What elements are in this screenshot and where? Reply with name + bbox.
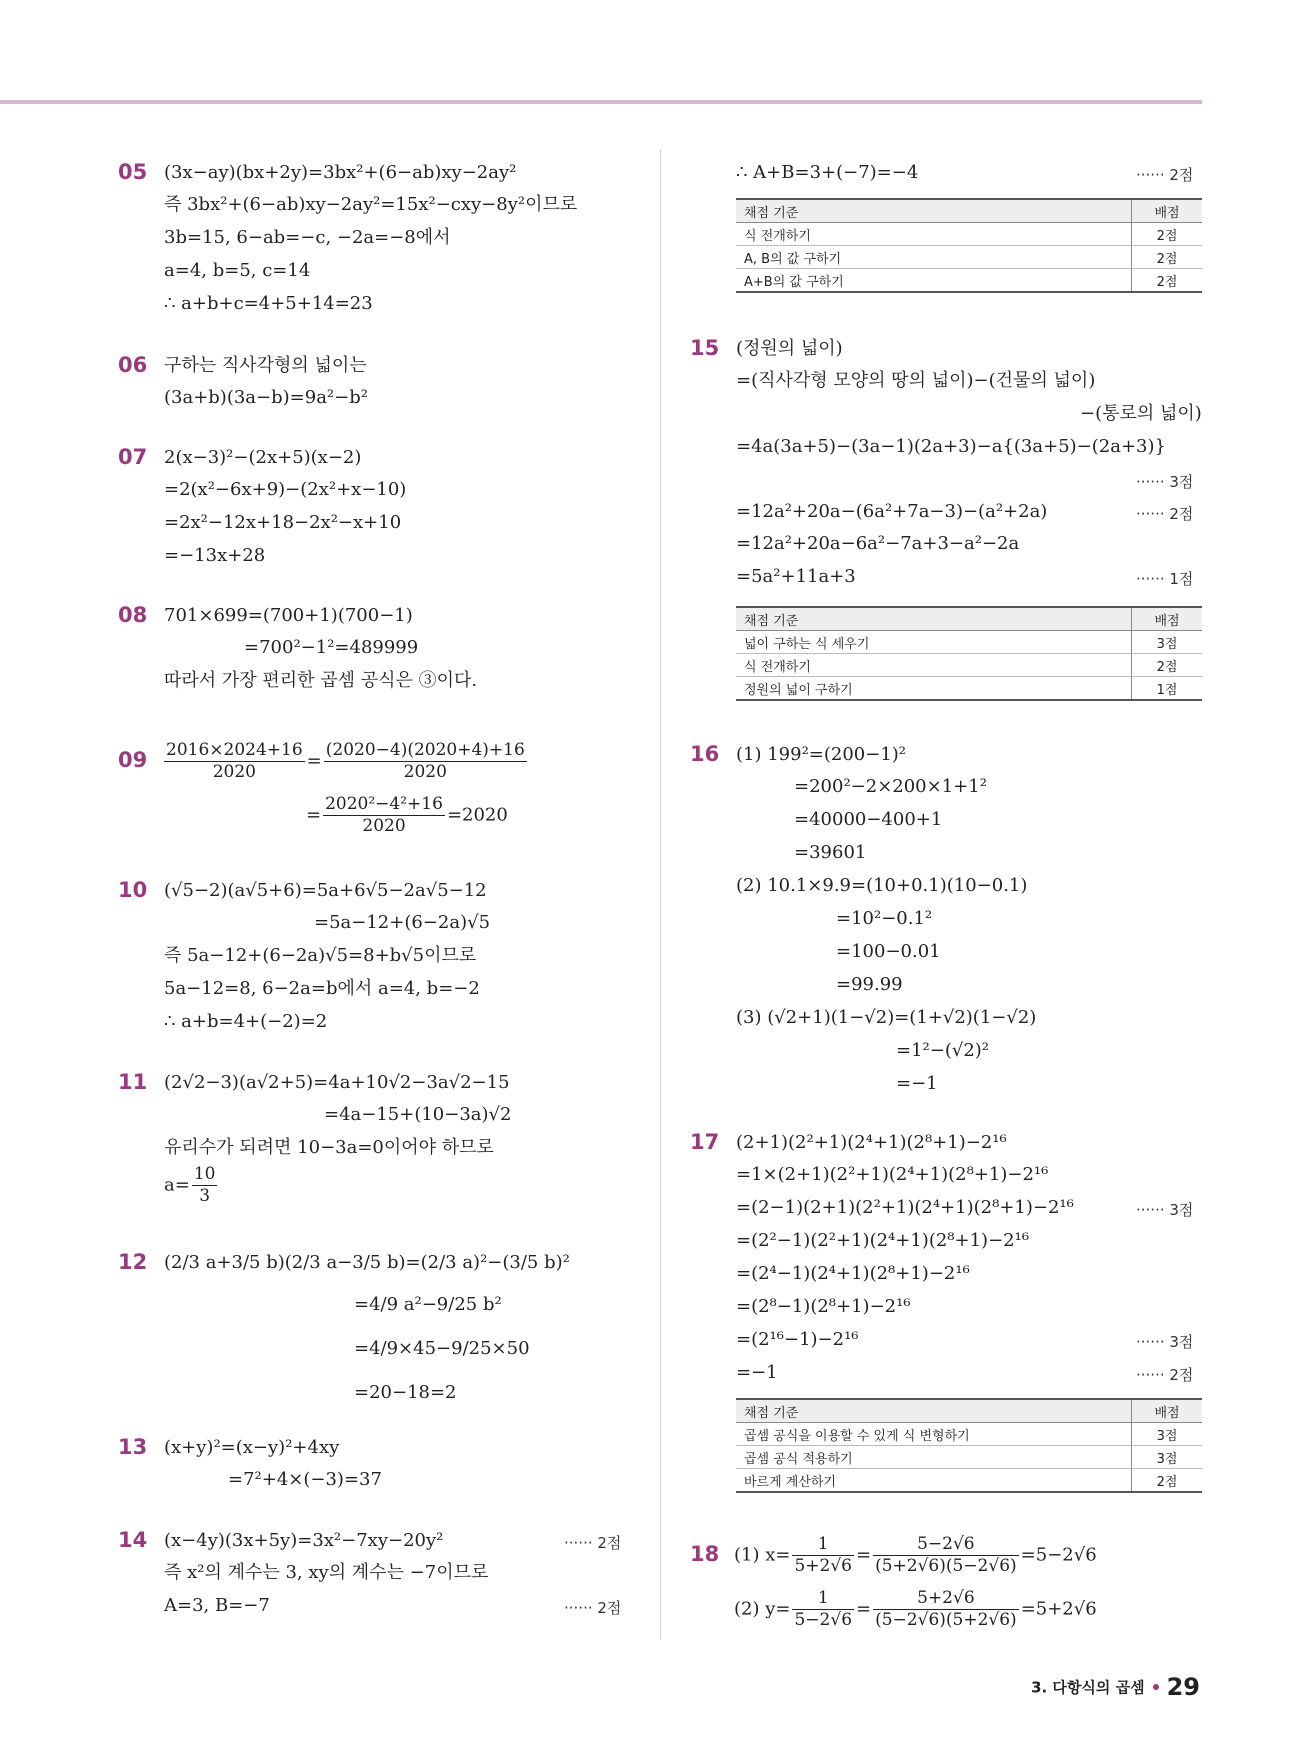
table-row: 곱셈 공식 적용하기 3점: [736, 1446, 1202, 1469]
solution-line: =7²+4×(−3)=37: [228, 1469, 382, 1490]
table-row: 곱셈 공식을 이용할 수 있게 식 변형하기 3점: [736, 1423, 1202, 1446]
problem-number: 10: [118, 878, 148, 902]
problem-number: 11: [118, 1070, 148, 1094]
solution-line: =39601: [794, 842, 867, 863]
solution-line: =4/9 a²−9/25 b²: [354, 1294, 502, 1315]
solution-line: =−1: [896, 1073, 938, 1094]
solution-line: =20−18=2: [354, 1382, 457, 1403]
solution-line: =100−0.01: [836, 941, 941, 962]
solution-line: =(2²−1)(2²+1)(2⁴+1)(2⁸+1)−2¹⁶: [736, 1230, 1030, 1251]
solution-line: =40000−400+1: [794, 809, 943, 830]
points-mark: ······ 3점: [1136, 1201, 1194, 1219]
solution-line: =4/9×45−9/25×50: [354, 1338, 530, 1359]
solution-line: =2(x²−6x+9)−(2x²+x−10): [164, 479, 407, 500]
points-mark: ······ 3점: [1136, 473, 1194, 491]
problem-number: 16: [690, 742, 720, 766]
solution-line: (x+y)²=(x−y)²+4xy: [164, 1437, 340, 1458]
table-header: 배점: [1132, 199, 1203, 223]
solution-line: −(통로의 넓이): [1080, 403, 1202, 424]
scoring-table: [736, 606, 1202, 701]
table-header: 배점: [1132, 607, 1203, 631]
page-number: 29: [1166, 1673, 1200, 1701]
problem-number: 15: [690, 336, 720, 360]
table-row: A, B의 값 구하기 2점: [736, 246, 1202, 269]
solution-line: =12a²+20a−6a²−7a+3−a²−2a: [736, 533, 1020, 554]
solution-line: 5a−12=8, 6−2a=b에서 a=4, b=−2: [164, 978, 480, 999]
fraction: $\frac{2016\times 2024+16}{2020}$: [166, 740, 303, 782]
table-row: 식 전개하기 2점: [736, 223, 1202, 246]
table-header: 채점 기준: [736, 1399, 1132, 1423]
solution-line: 즉 5a−12+(6−2a)√5=8+b√5이므로: [164, 945, 477, 966]
solution-line: 유리수가 되려면 10−3a=0이어야 하므로: [164, 1137, 494, 1158]
table-row: 바르게 계산하기 2점: [736, 1469, 1202, 1493]
solution-line: ∴ a+b=4+(−2)=2: [164, 1011, 328, 1032]
solution-line: =12a²+20a−(6a²+7a−3)−(a²+2a): [736, 501, 1048, 522]
solution-line: (3a+b)(3a−b)=9a²−b²: [164, 387, 368, 408]
solution-line: (1) x= $\frac{1}{5+2√6}$ = $\frac{5-2√6}{(5+2√6)(5-2√6)}$ =5−2√6: [734, 1534, 1097, 1576]
solution-line: a=4, b=5, c=14: [164, 260, 311, 281]
problem-number: 06: [118, 353, 148, 377]
fraction: $\frac{5+2√6}{(5-2√6)(5+2√6)}$: [875, 1588, 1017, 1630]
solution-line: =5a−12+(6−2a)√5: [314, 912, 491, 933]
problem-number: 12: [118, 1250, 148, 1274]
points-mark: ······ 2점: [564, 1599, 622, 1617]
table-header: 배점: [1132, 1399, 1203, 1423]
scoring-table: [736, 1398, 1202, 1493]
table-header: 채점 기준: [736, 607, 1132, 631]
solution-line: =200²−2×200×1+1²: [794, 776, 987, 797]
solution-line: (√5−2)(a√5+6)=5a+6√5−2a√5−12: [164, 880, 487, 901]
solution-line: ∴ a+b+c=4+5+14=23: [164, 293, 373, 314]
solution-line: =99.99: [836, 974, 903, 995]
solution-line: $\frac{2016\times 2024+16}{2020}$ = $\frac{(2020-4)(2020+4)+16}{2020}$: [166, 740, 525, 782]
solution-line: =1²−(√2)²: [896, 1040, 990, 1061]
solution-line: 즉 3bx²+(6−ab)xy−2ay²=15x²−cxy−8y²이므로: [164, 194, 578, 215]
solution-line: =10²−0.1²: [836, 908, 933, 929]
solution-line: =(2¹⁶−1)−2¹⁶: [736, 1329, 859, 1350]
solution-line: (2√2−3)(a√2+5)=4a+10√2−3a√2−15: [164, 1072, 510, 1093]
solution-line: 따라서 가장 편리한 곱셈 공식은 ③이다.: [164, 670, 478, 691]
solution-line: ∴ A+B=3+(−7)=−4: [736, 162, 919, 183]
solution-line: (2/3 a+3/5 b)(2/3 a−3/5 b)=(2/3 a)²−(3/5 b)²: [164, 1252, 570, 1273]
solution-line: 701×699=(700+1)(700−1): [164, 605, 413, 626]
points-mark: ······ 2점: [1136, 166, 1194, 184]
fraction: $\frac{5-2√6}{(5+2√6)(5-2√6)}$: [875, 1534, 1017, 1576]
top-rule: [0, 100, 1202, 104]
solution-line: 구하는 직사각형의 넓이는: [164, 355, 367, 376]
points-mark: ······ 2점: [564, 1534, 622, 1552]
solution-line: (2+1)(2²+1)(2⁴+1)(2⁸+1)−2¹⁶: [736, 1132, 1007, 1153]
solution-line: 즉 x²의 계수는 3, xy의 계수는 −7이므로: [164, 1562, 489, 1583]
problem-number: 07: [118, 445, 148, 469]
solution-line: (1) 199²=(200−1)²: [736, 744, 907, 765]
solution-line: a= $\frac{10}{3}$: [164, 1164, 216, 1206]
solution-line: (정원의 넓이): [736, 338, 843, 359]
table-row: 정원의 넓이 구하기 1점: [736, 677, 1202, 701]
column-divider: [660, 150, 661, 1640]
solution-line: =2x²−12x+18−2x²−x+10: [164, 512, 402, 533]
solution-line: =(2⁸−1)(2⁸+1)−2¹⁶: [736, 1296, 911, 1317]
fraction: $\frac{(2020-4)(2020+4)+16}{2020}$: [325, 740, 525, 782]
table-row: A+B의 값 구하기 2점: [736, 269, 1202, 293]
fraction: $\frac{1}{5+2√6}$: [794, 1534, 852, 1576]
solution-line: (3x−ay)(bx+2y)=3bx²+(6−ab)xy−2ay²: [164, 162, 517, 183]
fraction: $\frac{10}{3}$: [193, 1164, 216, 1206]
fraction: $\frac{1}{5-2√6}$: [794, 1588, 853, 1630]
solution-line: =(2−1)(2+1)(2²+1)(2⁴+1)(2⁸+1)−2¹⁶: [736, 1197, 1074, 1218]
solution-line: =−13x+28: [164, 545, 266, 566]
chapter-title: 3. 다항식의 곱셈: [1031, 1678, 1145, 1697]
solution-line: =700²−1²=489999: [244, 637, 419, 658]
points-mark: ······ 2점: [1136, 505, 1194, 523]
solution-line: 3b=15, 6−ab=−c, −2a=−8에서: [164, 227, 451, 248]
points-mark: ······ 1점: [1136, 570, 1194, 588]
solution-line: (2) y= $\frac{1}{5-2√6}$ = $\frac{5+2√6}{(5-2√6)(5+2√6)}$ =5+2√6: [734, 1588, 1097, 1630]
scoring-table: [736, 198, 1202, 293]
points-mark: ······ 2점: [1136, 1366, 1194, 1384]
table-row: 식 전개하기 2점: [736, 654, 1202, 677]
solution-line: A=3, B=−7: [164, 1595, 270, 1616]
bullet-icon: [1153, 1684, 1159, 1690]
problem-number: 17: [690, 1130, 720, 1154]
problem-number: 18: [690, 1542, 720, 1566]
solution-line: =1×(2+1)(2²+1)(2⁴+1)(2⁸+1)−2¹⁶: [736, 1164, 1049, 1185]
points-mark: ······ 3점: [1136, 1333, 1194, 1351]
solution-line: =4a(3a+5)−(3a−1)(2a+3)−a{(3a+5)−(2a+3)}: [736, 436, 1166, 457]
solution-line: =4a−15+(10−3a)√2: [324, 1104, 512, 1125]
solution-line: =(2⁴−1)(2⁴+1)(2⁸+1)−2¹⁶: [736, 1263, 970, 1284]
table-header: 채점 기준: [736, 199, 1132, 223]
page-footer: [1031, 1673, 1200, 1701]
problem-number: 14: [118, 1528, 148, 1552]
problem-number: 08: [118, 603, 148, 627]
solution-line: =−1: [736, 1362, 778, 1383]
solution-line: (x−4y)(3x+5y)=3x²−7xy−20y²: [164, 1530, 444, 1551]
solution-line: (3) (√2+1)(1−√2)=(1+√2)(1−√2): [736, 1007, 1037, 1028]
table-row: 넓이 구하는 식 세우기 3점: [736, 631, 1202, 654]
solution-line: = $\frac{\text{2020²−4²+16}}{2020}$ =2020: [306, 794, 508, 836]
problem-number: 13: [118, 1435, 148, 1459]
solution-line: (2) 10.1×9.9=(10+0.1)(10−0.1): [736, 875, 1028, 896]
solution-line: =(직사각형 모양의 땅의 넓이)−(건물의 넓이): [736, 370, 1096, 391]
problem-number: 05: [118, 160, 148, 184]
problem-number: 09: [118, 748, 148, 772]
solution-line: 2(x−3)²−(2x+5)(x−2): [164, 447, 362, 468]
solution-line: =5a²+11a+3: [736, 566, 856, 587]
fraction: $\frac{\text{2020²−4²+16}}{2020}$: [325, 794, 443, 836]
